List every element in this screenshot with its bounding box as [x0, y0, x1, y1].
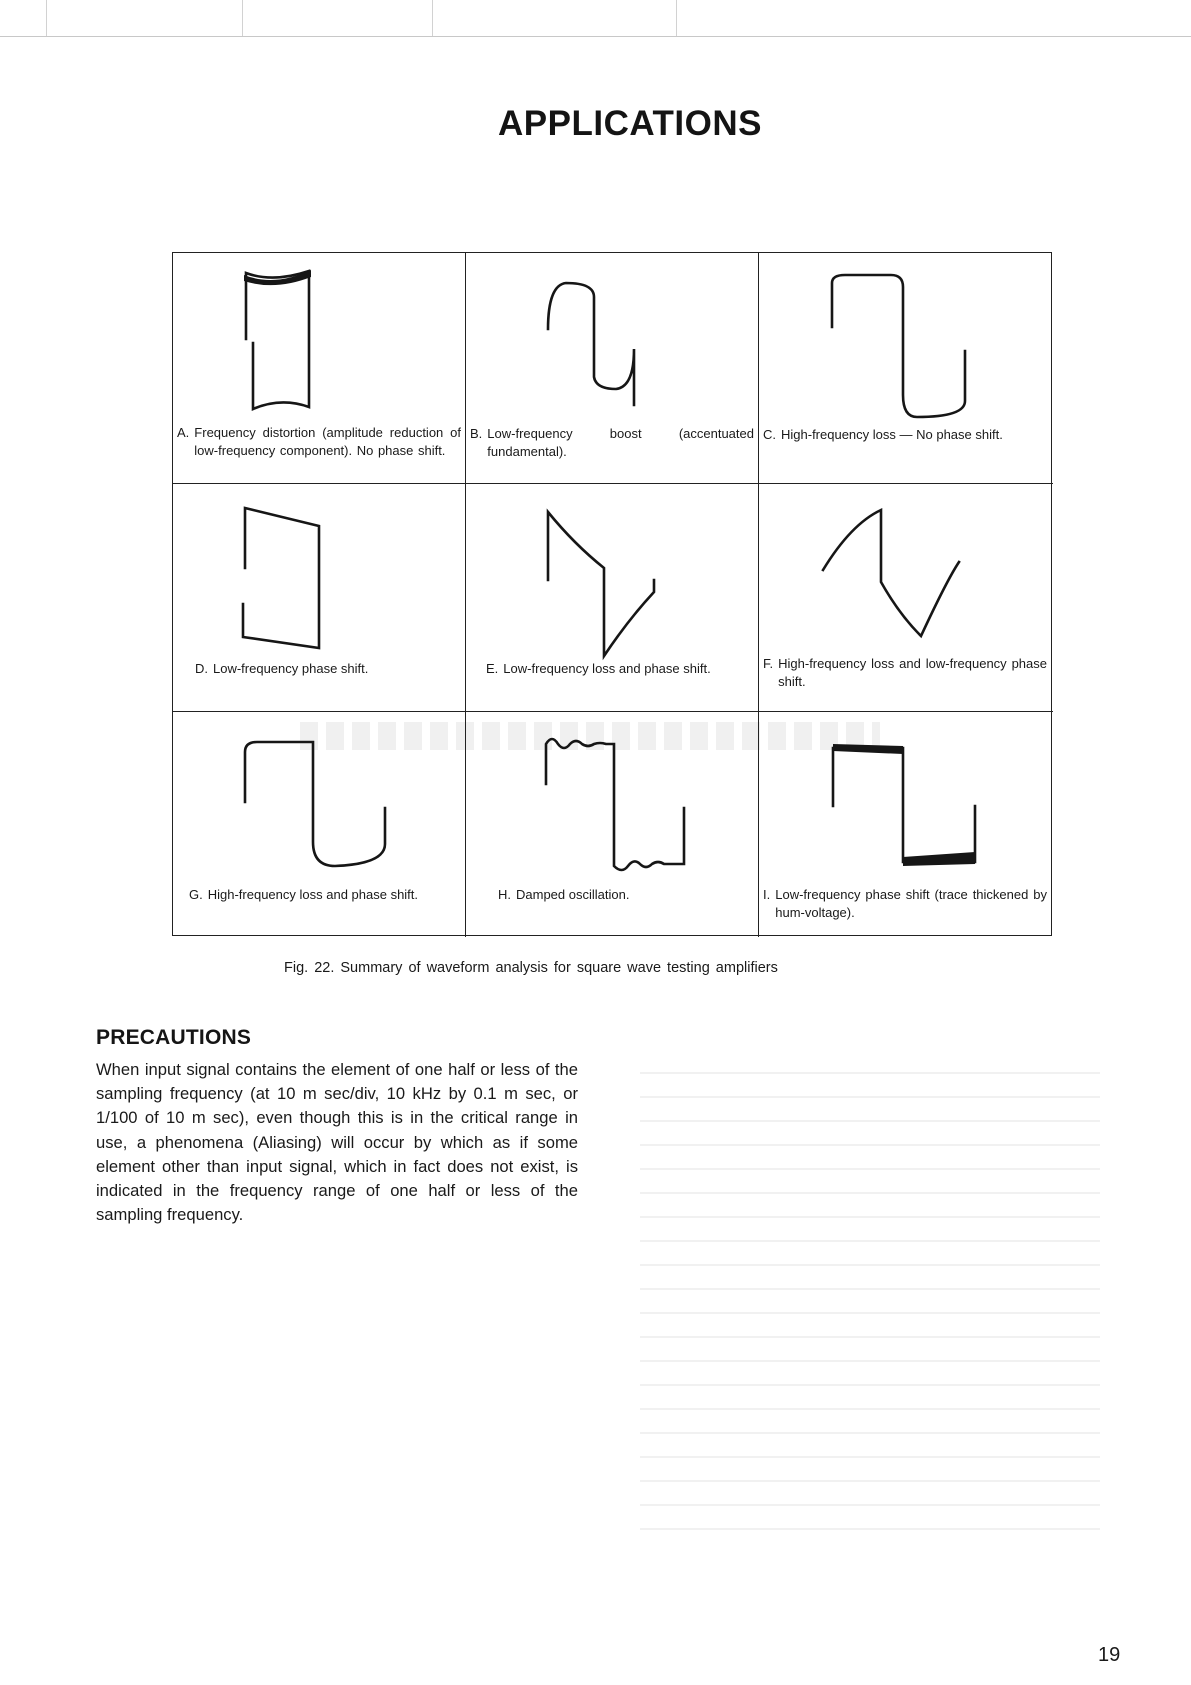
page-title: APPLICATIONS — [498, 104, 762, 143]
panel-g — [173, 712, 466, 937]
low-frequency-boost-icon — [466, 253, 759, 433]
panel-e — [466, 484, 759, 712]
caption-b: B. Low-frequency boost (accentuated fundamental). — [470, 426, 754, 459]
panel-f — [759, 484, 1053, 712]
panel-i — [759, 712, 1053, 937]
caption-i: I. Low-frequency phase shift (trace thickened by hum-voltage). — [763, 887, 1047, 920]
caption-g: G. High-frequency loss and phase shift. — [189, 887, 419, 902]
caption-e: E. Low-frequency loss and phase shift. — [486, 661, 711, 676]
show-through — [640, 1060, 1100, 1540]
top-rule — [0, 36, 1191, 37]
panel-h — [466, 712, 759, 937]
scan-mark — [432, 0, 433, 36]
page-number: 19 — [1098, 1644, 1121, 1666]
panel-a — [173, 253, 466, 484]
panel-d — [173, 484, 466, 712]
caption-h: H. Damped oscillation. — [498, 887, 630, 902]
caption-d: D. Low-frequency phase shift. — [195, 661, 369, 676]
high-frequency-loss-icon — [759, 253, 1052, 433]
scan-mark — [46, 0, 47, 36]
section-heading: PRECAUTIONS — [96, 1026, 252, 1049]
caption-c: C. High-frequency loss — No phase shift. — [763, 427, 1003, 442]
caption-a: A. Frequency distortion (amplitude reduction of low-frequency component). No phase shift. — [177, 425, 461, 458]
scan-mark — [242, 0, 243, 36]
low-frequency-phase-shift-icon — [173, 484, 466, 664]
hf-loss-lf-phase-icon — [759, 484, 1052, 664]
caption-f: F. High-frequency loss and low-frequency phase shift. — [763, 656, 1047, 689]
low-frequency-loss-icon — [466, 484, 759, 664]
precautions-paragraph: When input signal contains the element of one half or less of the sampling frequency (at 10 m sec/div, 10 kHz by 0.1 m sec, or 1/100 of 10 m sec), even though this is in the critical range in use, a phenomena (Aliasing) will occur by which as if some element other than input signal, which in fact does not exist, is indicated in the frequency range of one half or less of the sampling frequency. — [96, 1060, 578, 1225]
damped-oscillation-icon — [466, 712, 759, 892]
panel-b — [466, 253, 759, 484]
hf-loss-phase-shift-icon — [173, 712, 466, 892]
hum-voltage-icon — [759, 712, 1052, 892]
scan-mark — [676, 0, 677, 36]
panel-c — [759, 253, 1053, 484]
figure-caption: Fig. 22. Summary of waveform analysis for square wave testing amplifiers — [284, 960, 778, 976]
amplitude-reduction-icon — [173, 253, 466, 433]
waveform-figure — [172, 252, 1052, 936]
